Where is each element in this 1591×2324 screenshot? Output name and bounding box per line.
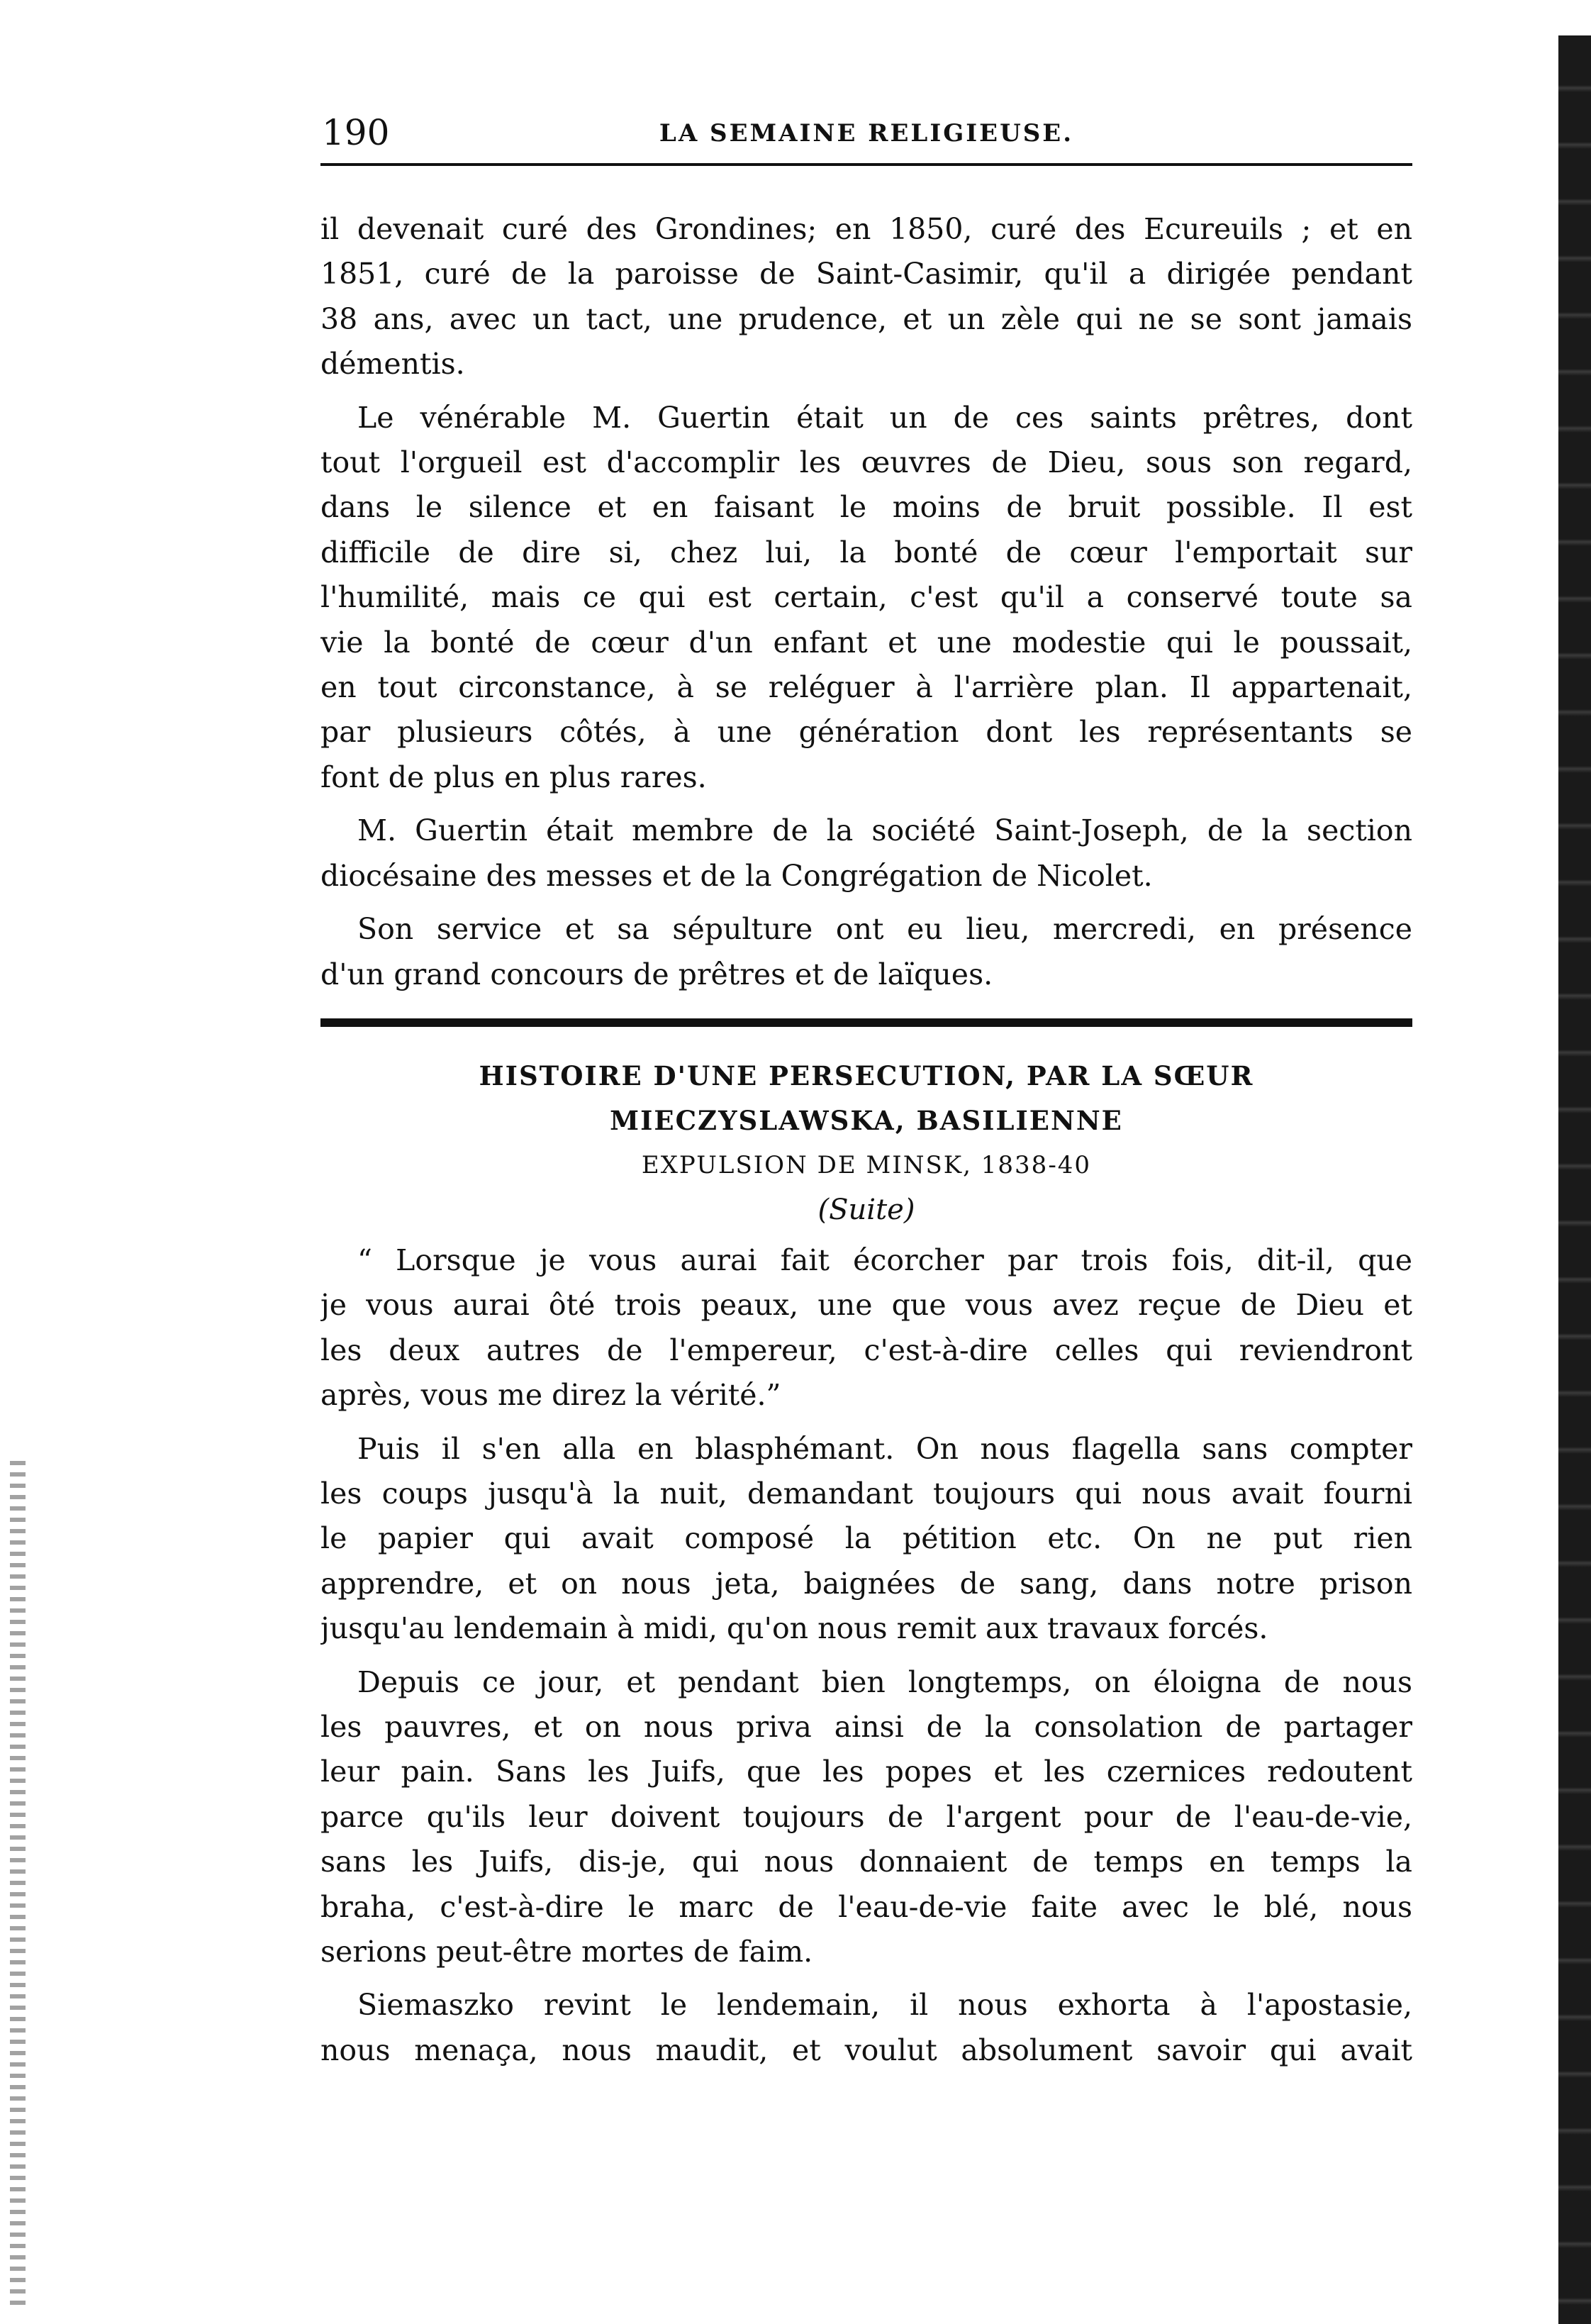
text-line: Depuis ce jour, et pendant bien longtemps, on éloigna de nous bbox=[357, 1664, 1412, 1699]
text-line: difficile de dire si, chez lui, la bonté de cœur l'emportait sur bbox=[320, 535, 1412, 569]
text-line: dans le silence et en faisant le moins de bruit possible. Il est bbox=[320, 490, 1412, 525]
paragraph-8 bbox=[320, 1983, 1412, 2073]
scan-edge-left bbox=[10, 1461, 26, 2312]
text-line: vie la bonté de cœur d'un enfant et une modestie qui le poussait, bbox=[320, 625, 1412, 660]
paragraph-1 bbox=[320, 207, 1412, 387]
paragraph-2 bbox=[320, 396, 1412, 801]
text-line: Le vénérable M. Guertin était un de ces saints prêtres, dont bbox=[357, 400, 1412, 435]
text-line: le papier qui avait composé la pétition etc. On ne put rien bbox=[320, 1521, 1412, 1556]
paragraph-3 bbox=[320, 808, 1412, 899]
text-line: l'humilité, mais ce qui est certain, c'est qu'il a conservé toute sa bbox=[320, 580, 1412, 615]
text-line: nous menaça, nous maudit, et voulut absolument savoir qui avait bbox=[320, 2033, 1412, 2067]
article-heading bbox=[320, 1054, 1412, 1233]
article-subtitle: EXPULSION DE MINSK, 1838-40 bbox=[641, 1150, 1092, 1179]
running-title: LA SEMAINE RELIGIEUSE. bbox=[659, 119, 1074, 148]
text-bottom bbox=[320, 1238, 1412, 2073]
text-line: parce qu'ils leur doivent toujours de l'argent pour de l'eau-de-vie, bbox=[320, 1799, 1412, 1834]
text-line: diocésaine des messes et de la Congrégation de Nicolet. bbox=[320, 858, 1153, 893]
text-line: les pauvres, et on nous priva ainsi de la consolation de partager bbox=[320, 1709, 1412, 1744]
text-line: apprendre, et on nous jeta, baignées de sang, dans notre prison bbox=[320, 1566, 1412, 1601]
scan-edge-right bbox=[1558, 35, 1591, 2324]
text-line: après, vous me direz la vérité.” bbox=[320, 1378, 781, 1413]
text-line: je vous aurai ôté trois peaux, une que vous avez reçue de Dieu et bbox=[320, 1288, 1412, 1323]
paragraph-6 bbox=[320, 1427, 1412, 1652]
text-line: les coups jusqu'à la nuit, demandant toujours qui nous avait fourni bbox=[320, 1476, 1412, 1511]
article-title-line-2: MIECZYSLAWSKA, BASILIENNE bbox=[610, 1104, 1123, 1136]
text-line: sans les Juifs, dis-je, qui nous donnaient de temps en temps la bbox=[320, 1845, 1412, 1879]
text-line: Siemaszko revint le lendemain, il nous exhorta à l'apostasie, bbox=[357, 1988, 1412, 2023]
page bbox=[320, 106, 1412, 2081]
text-line: démentis. bbox=[320, 347, 465, 382]
text-line: leur pain. Sans les Juifs, que les popes et les czernices redoutent bbox=[320, 1755, 1412, 1789]
text-line: braha, c'est-à-dire le marc de l'eau-de-vie faite avec le blé, nous bbox=[320, 1889, 1412, 1924]
text-line: “ Lorsque je vous aurai fait écorcher par trois fois, dit-il, que bbox=[357, 1242, 1412, 1277]
text-line: tout l'orgueil est d'accomplir les œuvres de Dieu, sous son regard, bbox=[320, 445, 1412, 480]
text-line: les deux autres de l'empereur, c'est-à-dire celles qui reviendront bbox=[320, 1333, 1412, 1367]
text-line: en tout circonstance, à se reléguer à l'arrière plan. Il appartenait, bbox=[320, 670, 1412, 705]
section-divider bbox=[320, 1018, 1412, 1027]
paragraph-7 bbox=[320, 1660, 1412, 1975]
text-line: par plusieurs côtés, à une génération dont les représentants se bbox=[320, 715, 1412, 750]
text-line: 38 ans, avec un tact, une prudence, et un zèle qui ne se sont jamais bbox=[320, 301, 1412, 336]
text-line: serions peut-être mortes de faim. bbox=[320, 1935, 813, 1969]
text-line: M. Guertin était membre de la société Saint-Joseph, de la section bbox=[357, 813, 1412, 848]
text-line: il devenait curé des Grondines; en 1850, curé des Ecureuils ; et en bbox=[320, 212, 1412, 246]
text-line: 1851, curé de la paroisse de Saint-Casimir, qu'il a dirigée pendant bbox=[320, 257, 1412, 291]
text-line: Puis il s'en alla en blasphémant. On nous flagella sans compter bbox=[357, 1431, 1412, 1466]
text-line: Son service et sa sépulture ont eu lieu, mercredi, en présence bbox=[357, 912, 1412, 947]
paragraph-5 bbox=[320, 1238, 1412, 1418]
article-continued: (Suite) bbox=[817, 1193, 915, 1226]
paragraph-4 bbox=[320, 907, 1412, 997]
text-top bbox=[320, 207, 1412, 997]
text-line: font de plus en plus rares. bbox=[320, 760, 707, 794]
text-line: d'un grand concours de prêtres et de laïques. bbox=[320, 957, 993, 991]
article-title-line-1: HISTOIRE D'UNE PERSECUTION, PAR LA SŒUR bbox=[479, 1060, 1254, 1091]
text-line: jusqu'au lendemain à midi, qu'on nous remit aux travaux forcés. bbox=[320, 1611, 1268, 1646]
page-number: 190 bbox=[322, 112, 390, 153]
page-header bbox=[320, 106, 1412, 166]
